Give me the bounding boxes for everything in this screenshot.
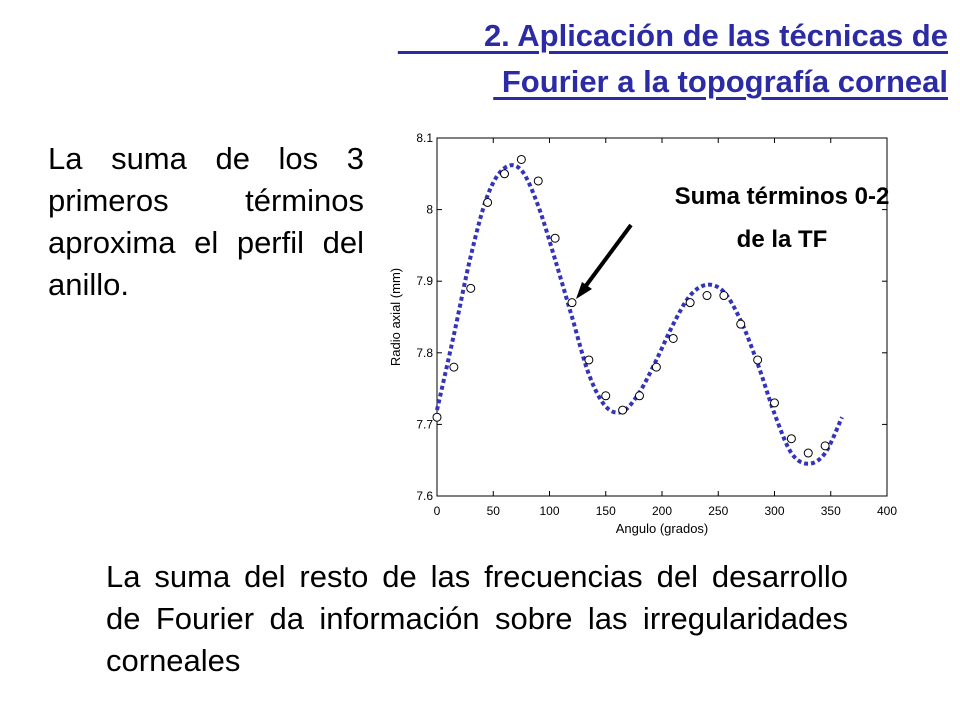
y-tick-label: 8: [426, 202, 433, 217]
data-point: [804, 449, 812, 457]
y-tick-label: 7.9: [416, 274, 433, 289]
data-point: [787, 435, 795, 443]
x-tick-label: 100: [539, 504, 560, 518]
data-point: [737, 320, 745, 328]
data-point: [602, 392, 610, 400]
data-point: [551, 234, 559, 242]
y-tick-label: 7.8: [416, 345, 433, 360]
y-tick-label: 7.7: [416, 417, 433, 432]
data-point: [450, 363, 458, 371]
data-point: [821, 442, 829, 450]
x-axis-label: Angulo (grados): [615, 521, 709, 536]
data-point: [652, 363, 660, 371]
x-tick-label: 150: [595, 504, 616, 518]
data-point: [433, 413, 441, 421]
y-axis-label: Radio axial (mm): [388, 267, 403, 367]
data-point: [636, 392, 644, 400]
annotation-arrow-shaft: [585, 225, 631, 287]
data-point: [517, 155, 525, 163]
data-point: [467, 284, 475, 292]
conclusion-paragraph: La suma del resto de las frecuencias del desarrollo de Fourier da información sobre las irregularidades corneales: [106, 559, 848, 678]
x-tick-label: 250: [708, 504, 729, 518]
y-tick-label: 7.6: [416, 489, 433, 503]
data-point: [501, 170, 509, 178]
y-tick-label: 8.1: [416, 131, 433, 145]
data-point: [754, 356, 762, 364]
x-tick-label: 0: [433, 504, 441, 518]
slide-title-line-1: 2. Aplicación de las técnicas de: [397, 18, 948, 53]
slide-title-line-2: Fourier a la topografía corneal: [493, 64, 948, 99]
x-tick-label: 200: [651, 504, 673, 518]
data-point: [720, 292, 728, 300]
x-tick-label: 350: [820, 504, 841, 518]
x-tick-label: 50: [486, 504, 500, 518]
data-point: [686, 299, 694, 307]
annotation-line-1: Suma términos 0-2: [674, 183, 890, 210]
annotation-arrowhead: [576, 282, 592, 299]
intro-paragraph: La suma de los 3 primeros términos aproxima el perfil del anillo.: [48, 141, 364, 302]
data-point: [568, 299, 576, 307]
data-point: [534, 177, 542, 185]
data-point: [669, 334, 677, 342]
x-tick-label: 300: [764, 504, 785, 518]
data-point: [771, 399, 779, 407]
data-point: [585, 356, 593, 364]
x-tick-label: 400: [876, 504, 898, 518]
data-point: [484, 198, 492, 206]
data-point: [703, 292, 711, 300]
data-point: [619, 406, 627, 414]
annotation-line-2: de la TF: [736, 226, 828, 253]
